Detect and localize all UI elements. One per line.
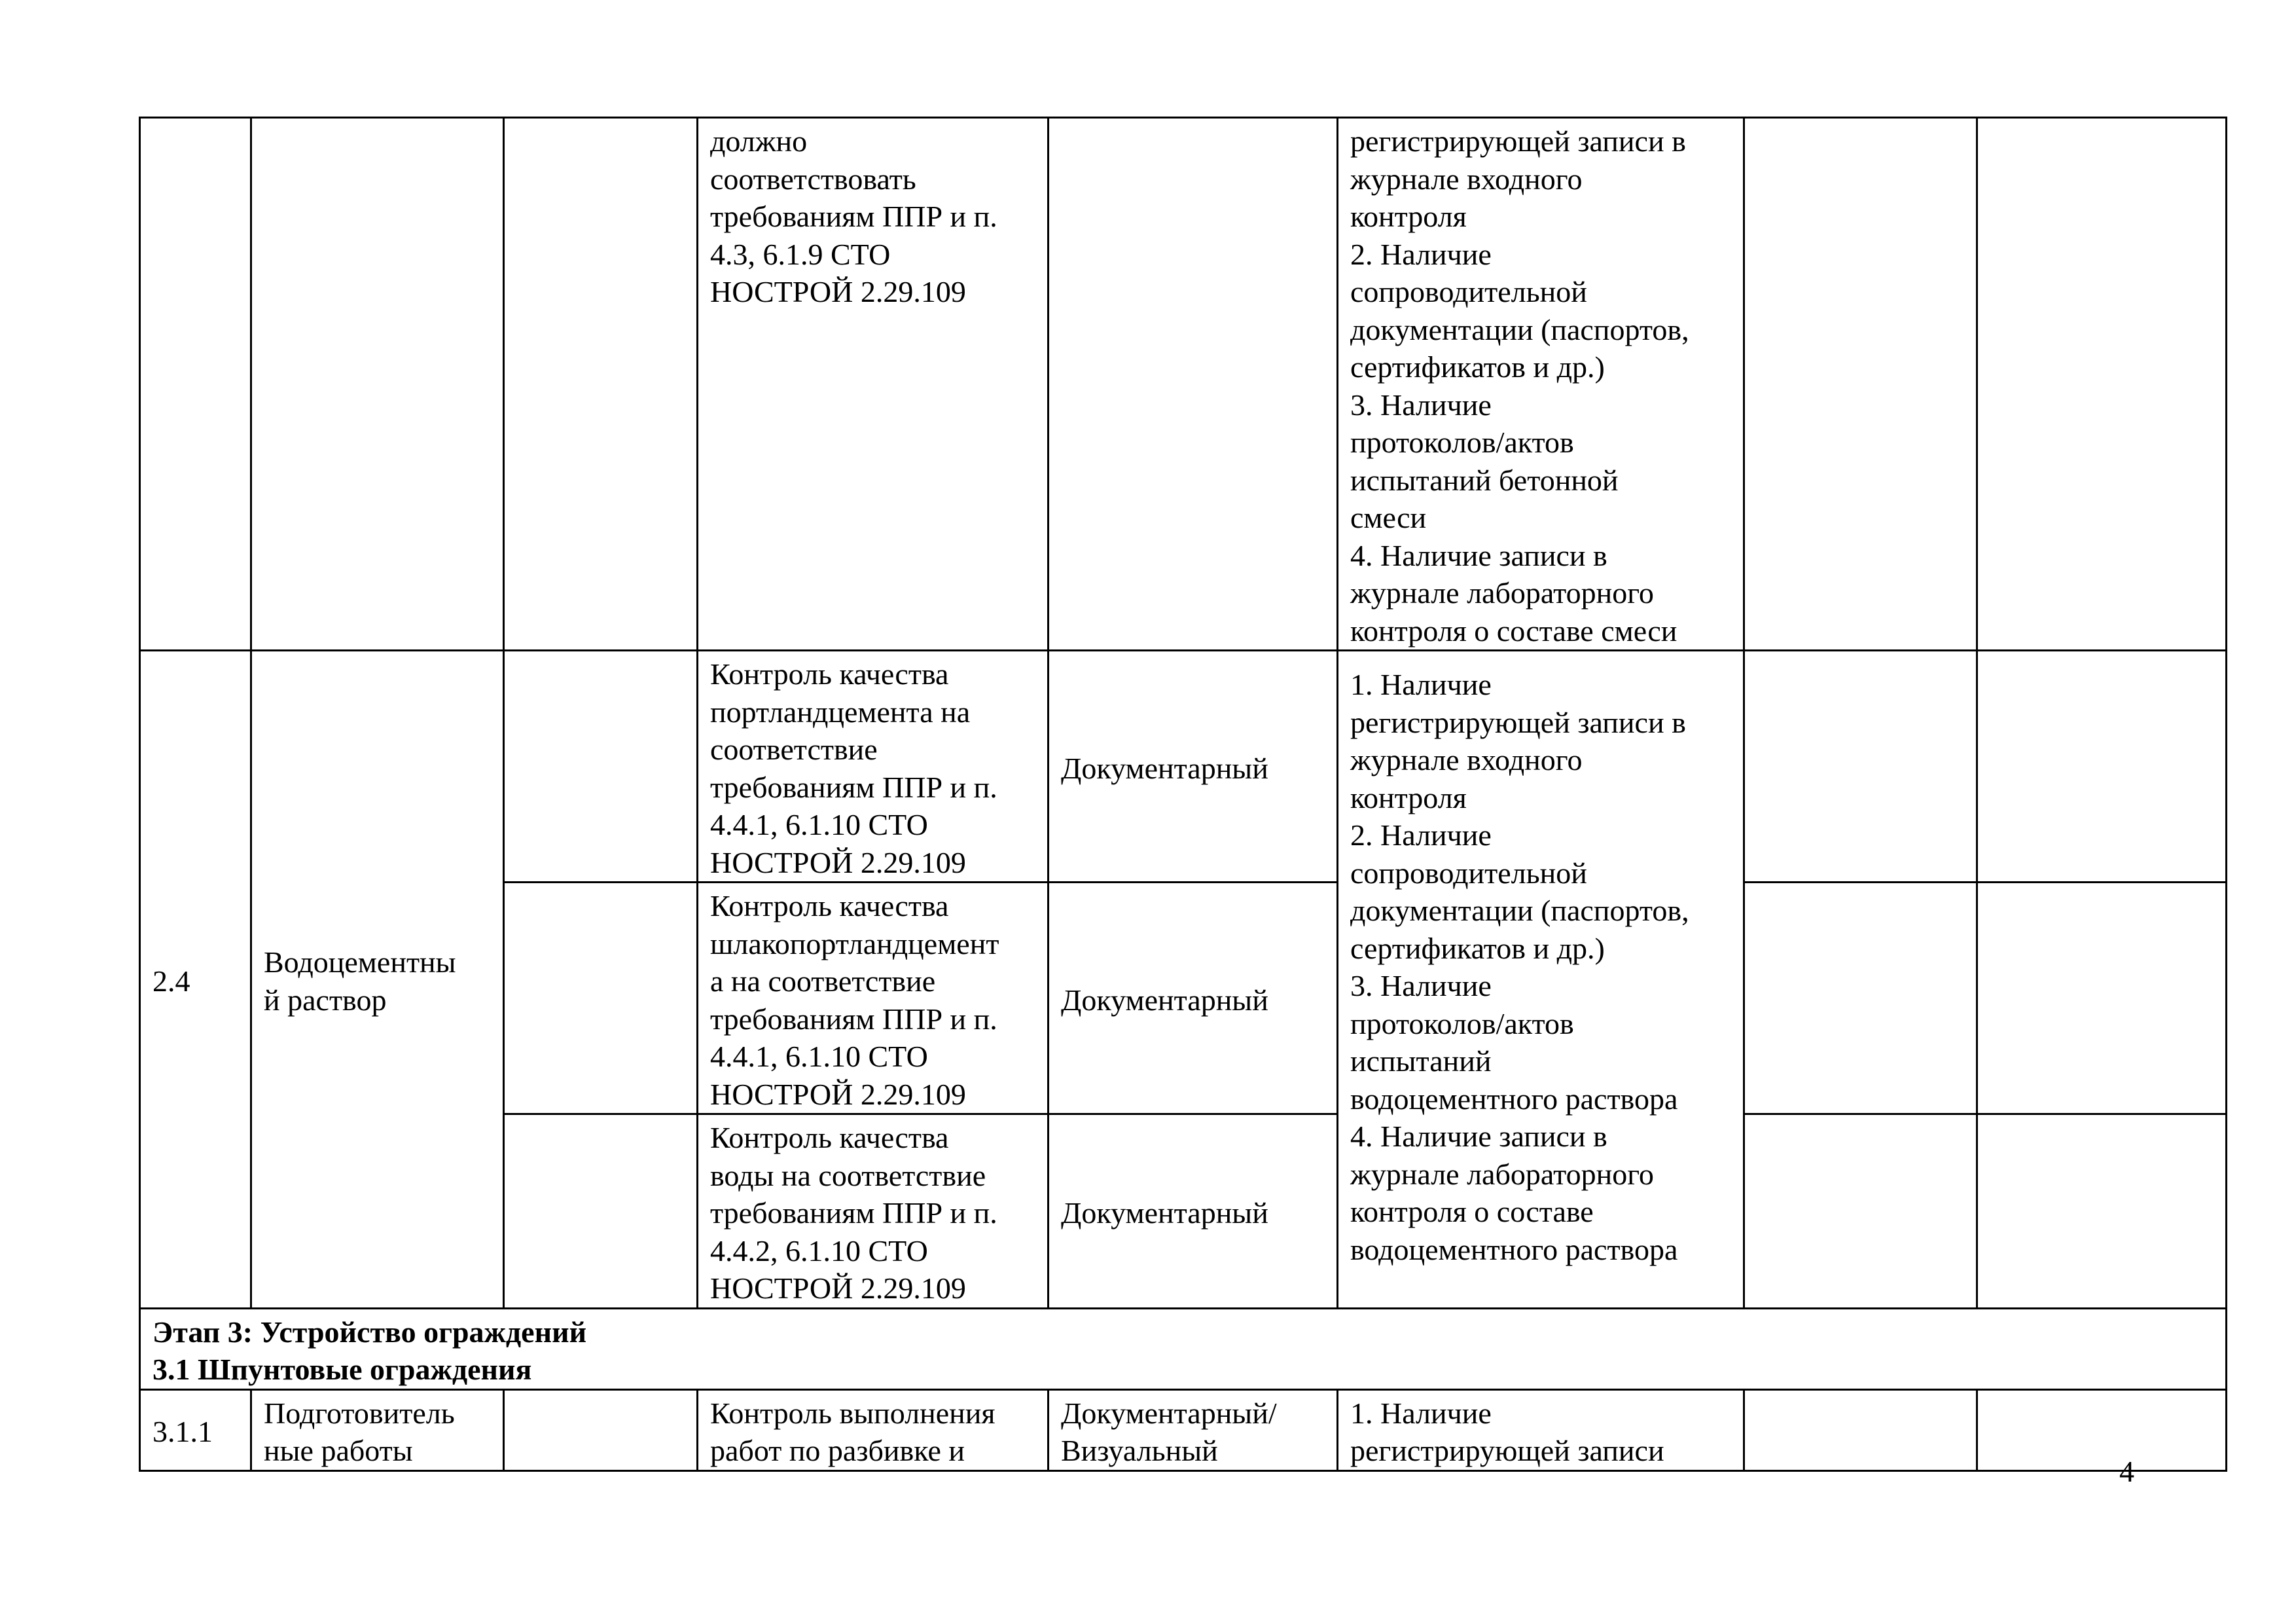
cell-empty — [1744, 1114, 1977, 1309]
stage-header-row — [140, 1308, 2227, 1389]
cell-requirements — [1338, 651, 1744, 1309]
method-text: Документарный — [1061, 751, 1268, 785]
cell-empty — [1977, 651, 2227, 883]
cell-operation — [698, 1114, 1049, 1309]
cell-num — [140, 651, 251, 1309]
cell-empty — [504, 883, 698, 1114]
row-number: 3.1.1 — [152, 1415, 213, 1449]
stage-subtitle: 3.1 Шпунтовые ограждения — [152, 1353, 532, 1386]
cell-empty — [504, 1389, 698, 1470]
cell-name — [251, 118, 504, 651]
work-name: Подготовитель ные работы — [264, 1396, 455, 1467]
page-number: 4 — [2119, 1455, 2134, 1488]
method-text: Документарный — [1061, 983, 1268, 1017]
cell-empty — [1977, 883, 2227, 1114]
stage-title: Этап 3: Устройство ограждений — [152, 1315, 587, 1349]
cell-empty — [1744, 118, 1977, 651]
cell-method — [1049, 651, 1338, 883]
row-number: 2.4 — [152, 964, 190, 998]
table-row-2-4-a — [140, 651, 2227, 883]
table-row-continued — [140, 118, 2227, 651]
cell-operation — [698, 118, 1049, 651]
cell-requirements — [1338, 1389, 1744, 1470]
cell-method — [1049, 1114, 1338, 1309]
cell-operation — [698, 1389, 1049, 1470]
cell-empty — [504, 118, 698, 651]
cell-empty — [1977, 1389, 2227, 1470]
cell-empty — [1744, 883, 1977, 1114]
operation-text: Контроль выполнения работ по разбивке и — [710, 1396, 996, 1467]
cell-operation — [698, 883, 1049, 1114]
cell-num — [140, 1389, 251, 1470]
cell-name — [251, 651, 504, 1309]
inspection-table — [139, 117, 2227, 1472]
operation-text: Контроль качества шлакопортландцемент а на соответствие требованиям ППР и п. 4.4.1, 6.1.10 СТО НОСТРОЙ 2.29.109 — [710, 889, 999, 1111]
requirements-text: 1. Наличие регистрирующей записи в журнале входного контроля 2. Наличие сопроводительной документации (паспортов, сертификатов и др.) 3. Наличие протоколов/актов испытаний водоцементного раствора 4. Наличие записи в журнале лабораторного контроля о составе водоцементного раствора — [1350, 668, 1689, 1266]
cell-empty — [1744, 651, 1977, 883]
cell-empty — [1744, 1389, 1977, 1470]
operation-text: Контроль качества воды на соответствие требованиям ППР и п. 4.4.2, 6.1.10 СТО НОСТРОЙ 2.29.109 — [710, 1121, 997, 1305]
operation-text: Контроль качества портландцемента на соответствие требованиям ППР и п. 4.4.1, 6.1.10 СТО НОСТРОЙ 2.29.109 — [710, 657, 997, 879]
requirements-text: регистрирующей записи в журнале входного контроля 2. Наличие сопроводительной документации (паспортов, сертификатов и др.) 3. Наличие протоколов/актов испытаний бетонной смеси 4. Наличие записи в журнале лабораторного контроля о составе смеси — [1350, 124, 1689, 647]
method-text: Документарный/ Визуальный — [1061, 1396, 1277, 1467]
cell-empty — [504, 651, 698, 883]
work-name: Водоцементны й раствор — [264, 945, 456, 1017]
cell-method — [1049, 1389, 1338, 1470]
cell-method — [1049, 118, 1338, 651]
cell-empty — [504, 1114, 698, 1309]
cell-requirements — [1338, 118, 1744, 651]
method-text: Документарный — [1061, 1196, 1268, 1230]
cell-operation — [698, 651, 1049, 883]
operation-text: должно соответствовать требованиям ППР и п. 4.3, 6.1.9 СТО НОСТРОЙ 2.29.109 — [710, 124, 997, 308]
cell-method — [1049, 883, 1338, 1114]
cell-name — [251, 1389, 504, 1470]
cell-empty — [1977, 118, 2227, 651]
requirements-text: 1. Наличие регистрирующей записи — [1350, 1396, 1664, 1467]
table-row-3-1-1 — [140, 1389, 2227, 1470]
cell-empty — [1977, 1114, 2227, 1309]
cell-num — [140, 118, 251, 651]
stage-header-cell — [140, 1308, 2227, 1389]
